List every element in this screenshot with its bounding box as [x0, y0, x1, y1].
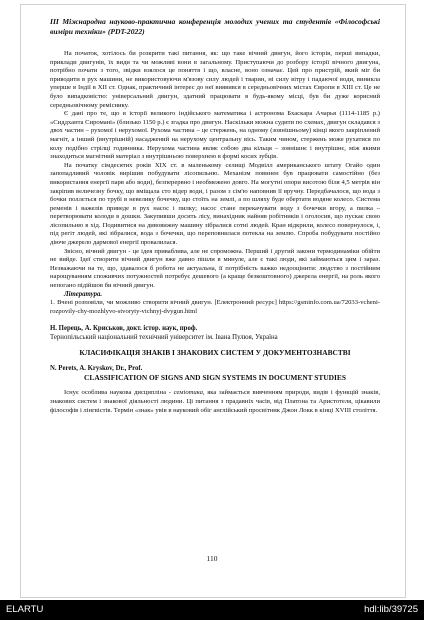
- repository-footer-bar: [0, 600, 424, 620]
- final-paragraph: [50, 389, 380, 415]
- paragraph-3: На початку сімдесятих років XIX ст. в маленькому селищі Модвілл американського штату Огайо один запопадливий чоловік вирішив побудувати лісопильню. Механізм повинен був працювати самостійно (без використання енергії парв або води), безперервно і необмежено довго. На могутні опори висотою біля 4,5 метрів він закріпив величезну бочку, що вміщала сто відер води, і разом з сім'ю наповнив її вручну. Передбачалося, що вода з бочки поллється по трубі в невелику бочечку, що стоїть на землі, а по шляху буде обертати водяне колесо. Система ременів і важелів приведе в рух насос і пилку; насос стане перекачувати воду з бочечки вгору, а пилка – перетворювати колоди в дошки. Закупивши досить лісу, винахідник найняв робітників і оголосив, що пускає свою лісопильню в хід. Подивитися на дивовижну машину зібралися сотні людей. Кран відкрили, колесо повернулося, і, під регіт людей, які зібралися, вода з бочечки, що переповнилася потекла на землю. Спроба побудувати постійно діюче джерело дармової енергії провалилася.: [50, 161, 380, 247]
- author-names-ua: Н. Перець, А. Криськов, докт. істор. наук, проф.: [50, 325, 198, 333]
- author-names-en: N. Perets, A. Kryskov, Dr., Prof.: [50, 365, 143, 373]
- conference-title: III Міжнародна науково-практична конференція молодих учених та студентів «Філософські виміри техніки» (PDT-2022): [50, 17, 380, 36]
- conference-header: [50, 17, 380, 37]
- final-paragraph-start: Існує особлива наукова дисципліна -: [64, 389, 174, 397]
- repository-name: ELARTU: [6, 604, 44, 615]
- handle-identifier: hdl:lib/39725: [364, 604, 418, 615]
- final-paragraph-rest: , яка займається вивченням природи, видів і функцій знаків, знакових систем і знакової діяльності людини. Ці питання з прадавніх часів, від Платона та Аристотеля, цікавили філософів і лінгвістів. Термін «знак» увів в науковий обіг англійський просвітник Джон Локк в кінці XVIII століття.: [50, 389, 381, 414]
- literature-heading: Література.: [64, 290, 103, 298]
- article-title-ua: КЛАСИФІКАЦІЯ ЗНАКІВ І ЗНАКОВИХ СИСТЕМ У ДОКУМЕНТОЗНАВСТВІ: [79, 348, 351, 358]
- paragraph-2: Є дані про те, що в історії великого індійського математика і астронома Бхаскара Ачарья (1114-1185 р.) «Сиддханта Сиромані» (близько 1150 р.) є згадка про двигун. Наскільки можна судити по схемах, двигун складався з двох частин – рухомої і нерухомої. Рухома частина – це стержень, на одному (зовнішньому) кінці якого закріплений магніт, а інший (внутрішній) насаджений на нерухому центральну вісь. Таким чином, стержень може рухатися по колу подібно стрілці годинника. Нерухома частина являє собою два кільця – зовнішнє і внутрішнє, між якими знаходиться магнітний матеріал з внутрішньою поверхнею в формі косих зубців.: [50, 110, 380, 161]
- semiotics-term: семіотика: [173, 389, 203, 397]
- article-body: [50, 50, 380, 415]
- paragraph-1: На початок, хотілось би розкрити такі питання, як: що таке вічний двигун, його історія, перші випадки, приклади двигунів, їх види та чи можливі вони в загальному. Приступаючи до розбору історії вічного двигуна, потрібно почати з того, звідки взялося це поняття і що, власне, воно означає. Цей про пристрій, який міг би приводити в рух машини, не використовуючи м'язову силу людей і тварин, ні силу вітру і падаючої води, виникла уперше в Індії в XII ст. Однак, практичний інтерес до неї виявився в середньовічних містах Європи в XIII ст. Це не було випадковістю: універсальний двигун, здатний працювати в будь-якому місці, був би дуже корисний середньовічному реміснику.: [50, 50, 380, 109]
- author-affiliation-ua: Тернопільський національний технічний університет ім. Івана Пулюя, Україна: [50, 334, 278, 342]
- page-number: 110: [206, 554, 218, 563]
- article-title-en: CLASSIFICATION OF SIGNS AND SIGN SYSTEMS IN DOCUMENT STUDIES: [84, 373, 346, 383]
- paragraph-4: Звісно, вічний двигун - це ідея привабливa, але не спроможна. Перший і другий закони термодинаміки обійти не вийде. Ідеї створити вічний двигун вже давно пішли в минуле, але є такі люди, які займаються цим і зараз. Незважаючи на те, що, здавалося б робота не актуальна, її потрібність важко недооцінити: людство з постійним нарощуванням споживчих потужностей потребує дешевого (а краще безкоштовного) джерела енергії, на роль якого непогано підійшов би вічний двигун.: [50, 247, 380, 290]
- literature-item-1: 1. Вчені розповіли, чи можливо створити вічний двигун. [Електронний ресурс] https://gsminfo.com.ua/72033-vcheni-rozpovily-chy-mozhlyvo-stvoryty-vichnyj-dvygun.html: [50, 299, 380, 315]
